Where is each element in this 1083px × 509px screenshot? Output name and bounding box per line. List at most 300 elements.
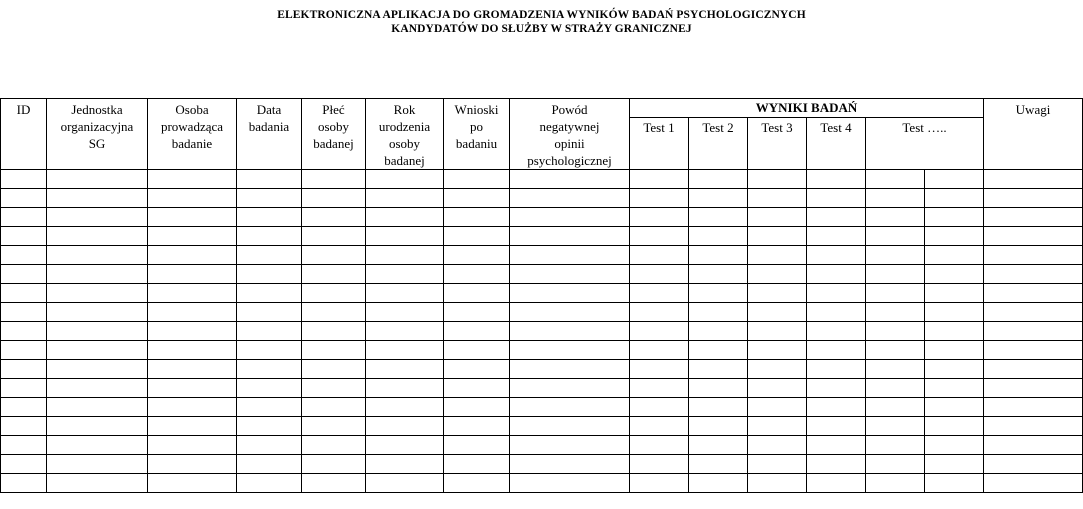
table-cell bbox=[689, 398, 748, 417]
results-table bbox=[0, 98, 1083, 493]
table-cell bbox=[444, 474, 510, 493]
table-cell bbox=[689, 208, 748, 227]
table-cell bbox=[748, 474, 807, 493]
table-cell bbox=[1, 322, 47, 341]
table-cell bbox=[925, 303, 984, 322]
col-header-sex-line3: badanej bbox=[313, 136, 354, 151]
col-header-unit-line1: Jednostka bbox=[71, 102, 123, 117]
table-row bbox=[1, 265, 1083, 284]
table-cell bbox=[444, 398, 510, 417]
table-cell bbox=[689, 360, 748, 379]
table-cell bbox=[444, 455, 510, 474]
table-cell bbox=[807, 189, 866, 208]
table-cell bbox=[630, 189, 689, 208]
table-cell bbox=[807, 398, 866, 417]
table-cell bbox=[925, 474, 984, 493]
table-cell bbox=[630, 227, 689, 246]
table-cell bbox=[47, 208, 148, 227]
table-cell bbox=[237, 246, 302, 265]
table-cell bbox=[984, 265, 1083, 284]
table-cell bbox=[444, 360, 510, 379]
table-cell bbox=[748, 284, 807, 303]
table-cell bbox=[1, 208, 47, 227]
table-row bbox=[1, 341, 1083, 360]
table-cell bbox=[47, 455, 148, 474]
table-cell bbox=[748, 455, 807, 474]
col-header-birth-year-line2: urodzenia bbox=[378, 119, 431, 134]
col-header-date bbox=[237, 99, 302, 170]
table-cell bbox=[925, 360, 984, 379]
table-cell bbox=[510, 189, 630, 208]
table-cell bbox=[510, 436, 630, 455]
table-cell bbox=[748, 303, 807, 322]
table-cell bbox=[807, 284, 866, 303]
table-cell bbox=[925, 208, 984, 227]
table-cell bbox=[148, 455, 237, 474]
table-row bbox=[1, 474, 1083, 493]
table-cell bbox=[630, 417, 689, 436]
table-cell bbox=[148, 436, 237, 455]
table-cell bbox=[47, 398, 148, 417]
col-header-negative-reason-line1: Powód bbox=[551, 102, 588, 117]
table-cell bbox=[444, 417, 510, 436]
table-cell bbox=[366, 436, 444, 455]
col-header-id bbox=[1, 99, 47, 170]
table-cell bbox=[748, 246, 807, 265]
table-cell bbox=[444, 379, 510, 398]
table-cell bbox=[47, 303, 148, 322]
table-cell bbox=[984, 227, 1083, 246]
table-cell bbox=[366, 360, 444, 379]
table-cell bbox=[47, 379, 148, 398]
table-row bbox=[1, 436, 1083, 455]
col-header-person-line2: prowadząca bbox=[160, 119, 224, 134]
table-cell bbox=[47, 284, 148, 303]
table-cell bbox=[1, 284, 47, 303]
col-header-date-line1: Data bbox=[256, 102, 282, 117]
table-cell bbox=[925, 227, 984, 246]
table-cell bbox=[807, 227, 866, 246]
table-cell bbox=[302, 208, 366, 227]
table-cell bbox=[748, 436, 807, 455]
table-cell bbox=[925, 246, 984, 265]
table-cell bbox=[807, 455, 866, 474]
table-cell bbox=[925, 265, 984, 284]
table-cell bbox=[866, 246, 925, 265]
col-header-test-4 bbox=[807, 118, 866, 170]
table-cell bbox=[866, 398, 925, 417]
table-cell bbox=[866, 227, 925, 246]
table-cell bbox=[444, 265, 510, 284]
table-cell bbox=[866, 189, 925, 208]
table-cell bbox=[237, 455, 302, 474]
table-cell bbox=[807, 436, 866, 455]
table-cell bbox=[510, 303, 630, 322]
table-cell bbox=[302, 455, 366, 474]
table-cell bbox=[444, 170, 510, 189]
table-cell bbox=[807, 170, 866, 189]
table-cell bbox=[1, 360, 47, 379]
table-cell bbox=[47, 322, 148, 341]
table-cell bbox=[630, 322, 689, 341]
table-cell bbox=[148, 303, 237, 322]
col-header-conclusions-line1: Wnioski bbox=[454, 102, 499, 117]
table-cell bbox=[510, 341, 630, 360]
table-cell bbox=[148, 265, 237, 284]
col-header-negative-reason-line4: psychologicznej bbox=[527, 153, 612, 168]
table-cell bbox=[984, 436, 1083, 455]
table-cell bbox=[366, 322, 444, 341]
table-cell bbox=[1, 265, 47, 284]
table-cell bbox=[630, 360, 689, 379]
table-cell bbox=[866, 322, 925, 341]
table-cell bbox=[866, 303, 925, 322]
table-cell bbox=[510, 246, 630, 265]
table-row bbox=[1, 455, 1083, 474]
table-cell bbox=[689, 436, 748, 455]
table-cell bbox=[148, 246, 237, 265]
table-cell bbox=[748, 322, 807, 341]
table-cell bbox=[148, 284, 237, 303]
col-header-test-3 bbox=[748, 118, 807, 170]
table-row bbox=[1, 170, 1083, 189]
table-cell bbox=[237, 303, 302, 322]
table-cell bbox=[689, 303, 748, 322]
table-cell bbox=[47, 360, 148, 379]
table-cell bbox=[302, 303, 366, 322]
table-cell bbox=[237, 341, 302, 360]
col-header-conclusions-line2: po bbox=[470, 119, 483, 134]
table-cell bbox=[444, 189, 510, 208]
table-cell bbox=[366, 227, 444, 246]
table-cell bbox=[148, 360, 237, 379]
table-cell bbox=[689, 246, 748, 265]
table-cell bbox=[1, 379, 47, 398]
table-cell bbox=[148, 379, 237, 398]
table-cell bbox=[807, 417, 866, 436]
table-cell bbox=[984, 246, 1083, 265]
table-cell bbox=[984, 322, 1083, 341]
table-cell bbox=[689, 322, 748, 341]
table-cell bbox=[866, 208, 925, 227]
table-cell bbox=[366, 265, 444, 284]
col-header-conclusions-line3: badaniu bbox=[455, 136, 498, 151]
table-cell bbox=[1, 227, 47, 246]
table-cell bbox=[148, 170, 237, 189]
col-header-test-2 bbox=[689, 118, 748, 170]
table-cell bbox=[630, 474, 689, 493]
table-cell bbox=[925, 341, 984, 360]
table-cell bbox=[630, 341, 689, 360]
col-header-person-line1: Osoba bbox=[175, 102, 209, 117]
table-cell bbox=[984, 303, 1083, 322]
table-cell bbox=[689, 284, 748, 303]
table-cell bbox=[237, 189, 302, 208]
table-cell bbox=[689, 455, 748, 474]
table-row bbox=[1, 227, 1083, 246]
table-cell bbox=[510, 265, 630, 284]
table-cell bbox=[748, 265, 807, 284]
table-cell bbox=[302, 360, 366, 379]
table-cell bbox=[689, 379, 748, 398]
table-cell bbox=[1, 189, 47, 208]
table-row bbox=[1, 284, 1083, 303]
table-cell bbox=[47, 417, 148, 436]
table-cell bbox=[510, 474, 630, 493]
table-cell bbox=[748, 398, 807, 417]
table-cell bbox=[47, 474, 148, 493]
table-cell bbox=[748, 170, 807, 189]
table-cell bbox=[630, 208, 689, 227]
table-cell bbox=[866, 265, 925, 284]
table-cell bbox=[444, 227, 510, 246]
table-cell bbox=[866, 436, 925, 455]
col-header-unit bbox=[47, 99, 148, 170]
table-cell bbox=[302, 474, 366, 493]
table-cell bbox=[148, 189, 237, 208]
table-body bbox=[1, 170, 1083, 493]
table-cell bbox=[366, 303, 444, 322]
table-cell bbox=[1, 436, 47, 455]
table-cell bbox=[444, 303, 510, 322]
table-cell bbox=[689, 265, 748, 284]
table-cell bbox=[984, 341, 1083, 360]
col-header-remarks-label: Uwagi bbox=[1015, 102, 1051, 117]
title-line-2: KANDYDATÓW DO SŁUŻBY W STRAŻY GRANICZNEJ bbox=[391, 23, 692, 35]
col-header-test-more bbox=[866, 118, 984, 170]
table-cell bbox=[689, 227, 748, 246]
col-header-birth-year-line4: badanej bbox=[384, 153, 425, 168]
table-cell bbox=[807, 303, 866, 322]
table-cell bbox=[237, 360, 302, 379]
table-cell bbox=[925, 379, 984, 398]
table-cell bbox=[1, 341, 47, 360]
table-cell bbox=[925, 417, 984, 436]
table-cell bbox=[748, 360, 807, 379]
col-header-test-3-label: Test 3 bbox=[761, 120, 793, 135]
col-header-birth-year-line3: osoby bbox=[388, 136, 421, 151]
table-cell bbox=[866, 284, 925, 303]
table-row bbox=[1, 322, 1083, 341]
table-cell bbox=[302, 265, 366, 284]
table-cell bbox=[237, 379, 302, 398]
col-header-id-label: ID bbox=[16, 102, 31, 117]
col-header-test-more-label: Test ….. bbox=[902, 120, 947, 135]
table-cell bbox=[366, 398, 444, 417]
table-cell bbox=[866, 474, 925, 493]
table-cell bbox=[510, 284, 630, 303]
table-cell bbox=[807, 341, 866, 360]
table-cell bbox=[1, 474, 47, 493]
table-cell bbox=[630, 379, 689, 398]
table-cell bbox=[630, 455, 689, 474]
table-cell bbox=[47, 189, 148, 208]
table-cell bbox=[984, 284, 1083, 303]
table-row bbox=[1, 360, 1083, 379]
table-cell bbox=[510, 360, 630, 379]
col-header-test-4-label: Test 4 bbox=[820, 120, 852, 135]
table-cell bbox=[148, 227, 237, 246]
table-cell bbox=[925, 398, 984, 417]
table-cell bbox=[510, 417, 630, 436]
table-cell bbox=[689, 474, 748, 493]
table-cell bbox=[302, 170, 366, 189]
table-cell bbox=[984, 170, 1083, 189]
table-cell bbox=[630, 265, 689, 284]
table-cell bbox=[689, 189, 748, 208]
table-cell bbox=[237, 227, 302, 246]
table-cell bbox=[984, 208, 1083, 227]
table-cell bbox=[748, 227, 807, 246]
table-cell bbox=[47, 227, 148, 246]
table-cell bbox=[510, 379, 630, 398]
table-cell bbox=[148, 417, 237, 436]
table-cell bbox=[984, 455, 1083, 474]
table-cell bbox=[807, 474, 866, 493]
table-cell bbox=[444, 246, 510, 265]
table-cell bbox=[1, 455, 47, 474]
col-header-negative-reason-line2: negatywnej bbox=[539, 119, 600, 134]
table-cell bbox=[866, 417, 925, 436]
table-cell bbox=[302, 227, 366, 246]
table-cell bbox=[302, 436, 366, 455]
table-cell bbox=[237, 474, 302, 493]
table-row bbox=[1, 208, 1083, 227]
col-header-unit-line2: organizacyjna bbox=[60, 119, 134, 134]
table-cell bbox=[237, 208, 302, 227]
table-cell bbox=[366, 170, 444, 189]
table-row bbox=[1, 398, 1083, 417]
table-cell bbox=[689, 170, 748, 189]
table-cell bbox=[807, 265, 866, 284]
table-cell bbox=[630, 436, 689, 455]
table-cell bbox=[148, 474, 237, 493]
table-cell bbox=[925, 284, 984, 303]
table-cell bbox=[984, 360, 1083, 379]
table-cell bbox=[984, 417, 1083, 436]
table-cell bbox=[444, 284, 510, 303]
table-cell bbox=[807, 379, 866, 398]
col-header-negative-reason bbox=[510, 99, 630, 170]
table-cell bbox=[366, 417, 444, 436]
table-cell bbox=[47, 265, 148, 284]
table-cell bbox=[866, 360, 925, 379]
table-cell bbox=[630, 246, 689, 265]
col-header-birth-year bbox=[366, 99, 444, 170]
table-cell bbox=[925, 322, 984, 341]
table-cell bbox=[689, 341, 748, 360]
table-cell bbox=[925, 189, 984, 208]
table-cell bbox=[237, 417, 302, 436]
table-cell bbox=[366, 379, 444, 398]
table-cell bbox=[807, 322, 866, 341]
table-cell bbox=[366, 455, 444, 474]
table-cell bbox=[302, 398, 366, 417]
table-row bbox=[1, 379, 1083, 398]
table-cell bbox=[366, 189, 444, 208]
table-cell bbox=[237, 398, 302, 417]
table-cell bbox=[866, 455, 925, 474]
table-cell bbox=[866, 170, 925, 189]
col-header-test-2-label: Test 2 bbox=[702, 120, 734, 135]
table-cell bbox=[302, 189, 366, 208]
col-header-unit-line3: SG bbox=[88, 136, 106, 151]
col-header-conclusions bbox=[444, 99, 510, 170]
table-cell bbox=[510, 170, 630, 189]
table-cell bbox=[237, 322, 302, 341]
table-cell bbox=[237, 265, 302, 284]
table-cell bbox=[510, 227, 630, 246]
table-cell bbox=[366, 284, 444, 303]
col-header-negative-reason-line3: opinii bbox=[554, 136, 585, 151]
table-cell bbox=[1, 303, 47, 322]
table-cell bbox=[366, 208, 444, 227]
table-cell bbox=[630, 303, 689, 322]
table-cell bbox=[630, 398, 689, 417]
table-cell bbox=[302, 379, 366, 398]
table-cell bbox=[366, 246, 444, 265]
table-cell bbox=[510, 455, 630, 474]
table-cell bbox=[366, 341, 444, 360]
table-cell bbox=[510, 322, 630, 341]
table-cell bbox=[630, 170, 689, 189]
table-cell bbox=[510, 208, 630, 227]
col-group-results-label: WYNIKI BADAŃ bbox=[755, 100, 858, 115]
table-cell bbox=[444, 208, 510, 227]
col-header-sex-line2: osoby bbox=[317, 119, 350, 134]
table-cell bbox=[302, 341, 366, 360]
table-cell bbox=[47, 436, 148, 455]
table-cell bbox=[237, 170, 302, 189]
table-cell bbox=[237, 436, 302, 455]
col-header-sex-line1: Płeć bbox=[322, 102, 345, 117]
table-cell bbox=[444, 436, 510, 455]
table-cell bbox=[47, 341, 148, 360]
table-cell bbox=[302, 246, 366, 265]
table-cell bbox=[925, 455, 984, 474]
table-cell bbox=[302, 322, 366, 341]
table-cell bbox=[866, 379, 925, 398]
col-header-person bbox=[148, 99, 237, 170]
table-cell bbox=[748, 189, 807, 208]
table-cell bbox=[148, 341, 237, 360]
table-cell bbox=[630, 284, 689, 303]
title-line-1: ELEKTRONICZNA APLIKACJA DO GROMADZENIA WYNIKÓW BADAŃ PSYCHOLOGICZNYCH bbox=[277, 9, 806, 21]
table-cell bbox=[510, 398, 630, 417]
table-cell bbox=[366, 474, 444, 493]
table-cell bbox=[148, 398, 237, 417]
col-header-test-1 bbox=[630, 118, 689, 170]
table-row bbox=[1, 417, 1083, 436]
table-cell bbox=[748, 341, 807, 360]
table-cell bbox=[984, 474, 1083, 493]
document-title bbox=[0, 8, 1083, 36]
table-cell bbox=[925, 436, 984, 455]
table-cell bbox=[866, 341, 925, 360]
table-cell bbox=[748, 417, 807, 436]
table-cell bbox=[984, 398, 1083, 417]
table-cell bbox=[47, 246, 148, 265]
table-row bbox=[1, 246, 1083, 265]
table-cell bbox=[47, 170, 148, 189]
table-cell bbox=[689, 417, 748, 436]
table-cell bbox=[984, 379, 1083, 398]
col-header-birth-year-line1: Rok bbox=[393, 102, 416, 117]
table-cell bbox=[302, 417, 366, 436]
table-cell bbox=[444, 341, 510, 360]
table-cell bbox=[302, 284, 366, 303]
table-cell bbox=[148, 322, 237, 341]
